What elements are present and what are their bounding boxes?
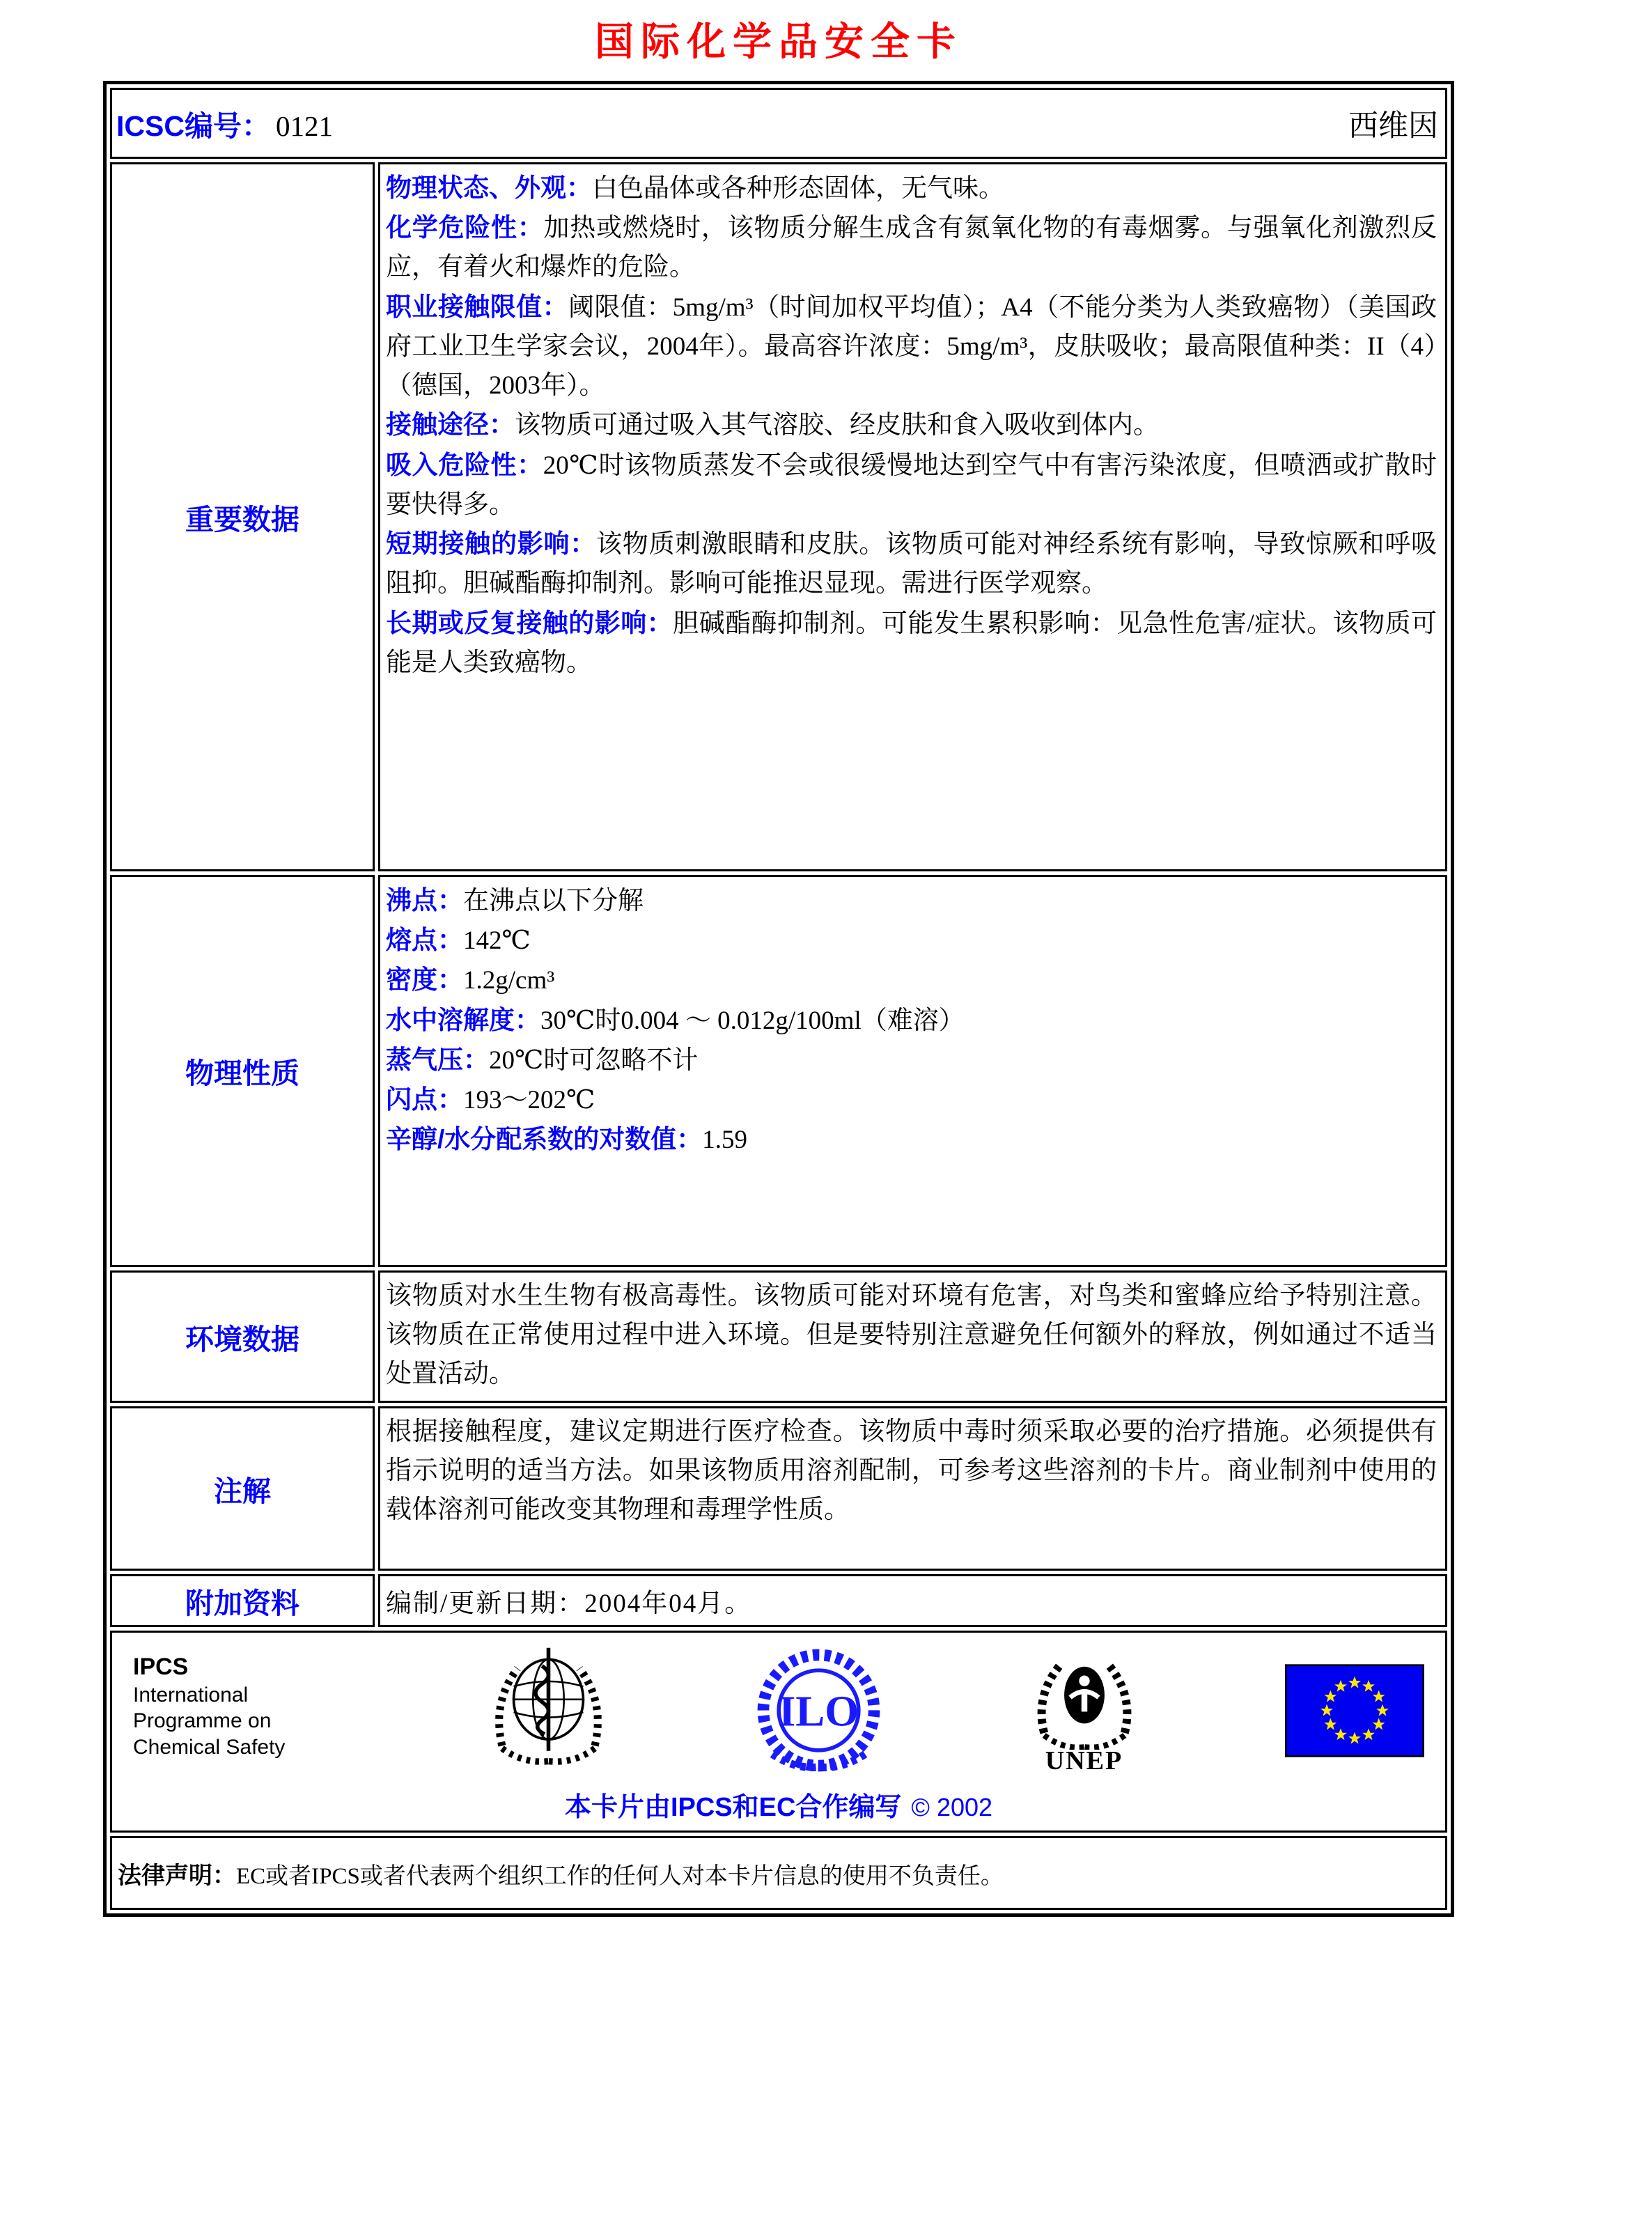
section-label-additional-info: 附加资料 xyxy=(110,1574,375,1627)
field-label: 物理状态、外观： xyxy=(386,173,592,202)
field-text: 在沸点以下分解 xyxy=(463,887,644,915)
ilo-logo-icon xyxy=(754,1646,883,1775)
important-data-row xyxy=(110,162,1447,871)
field-text: 白色晶体或各种形态固体，无气味。 xyxy=(592,174,1004,203)
section-label-physical-properties: 物理性质 xyxy=(110,875,375,1267)
section-label-environmental-data: 环境数据 xyxy=(110,1270,375,1403)
legal-row xyxy=(110,1836,1447,1910)
ipcs-line2: Programme on xyxy=(133,1709,272,1732)
legal-cell xyxy=(110,1836,1447,1910)
field-occupational-limits xyxy=(386,288,1437,406)
physical-properties-row xyxy=(110,875,1447,1267)
field-label: 熔点： xyxy=(386,926,463,955)
field-label: 沸点： xyxy=(386,886,463,915)
icsc-number-value: 0121 xyxy=(275,109,333,142)
field-text: 30℃时0.004 ～ 0.012g/100ml（难溶） xyxy=(540,1006,965,1035)
field-text: 阈限值：5mg/m³（时间加权平均值）；A4（不能分类为人类致癌物）（美国政府工业卫生学家会议，2004年）。最高容许浓度：5mg/m³，皮肤吸收；最高限值种类：II（4）（德国，2003年）。 xyxy=(386,293,1437,401)
credit-line xyxy=(133,1785,1424,1824)
section-label-important-data: 重要数据 xyxy=(110,162,375,871)
field-label: 水中溶解度： xyxy=(386,1005,540,1034)
ipcs-acronym: IPCS xyxy=(133,1654,189,1680)
field-label: 化学危险性： xyxy=(386,213,544,242)
field-text: 该物质可通过吸入其气溶胶、经皮肤和食入吸收到体内。 xyxy=(515,411,1159,440)
field-density xyxy=(386,961,1437,1000)
ipcs-line3: Chemical Safety xyxy=(133,1735,286,1759)
field-label: 蒸气压： xyxy=(386,1045,489,1074)
field-text: 该物质刺激眼睛和皮肤。该物质可能对神经系统有影响，导致惊厥和呼吸阻抑。胆碱酯酶抑制剂。影响可能推迟显现。需进行医学观察。 xyxy=(386,530,1437,598)
field-exposure-routes xyxy=(386,405,1437,445)
environmental-data-content xyxy=(378,1270,1447,1403)
physical-properties-content xyxy=(378,875,1447,1267)
who-logo-icon xyxy=(484,1642,613,1778)
additional-info-text: 编制/更新日期：2004年04月。 xyxy=(386,1589,752,1618)
page-title: 国际化学品安全卡 xyxy=(595,20,963,63)
field-text: 20℃时该物质蒸发不会或很缓慢地达到空气中有害污染浓度，但喷洒或扩散时要快得多。 xyxy=(386,451,1437,519)
field-label: 职业接触限值： xyxy=(386,292,568,321)
additional-info-row xyxy=(110,1574,1447,1627)
notes-row xyxy=(110,1406,1447,1571)
field-label: 闪点： xyxy=(386,1085,463,1114)
field-physical-state xyxy=(386,169,1437,208)
field-chemical-danger xyxy=(386,208,1437,287)
field-text: 1.59 xyxy=(702,1126,748,1155)
field-label: 接触途径： xyxy=(386,410,515,440)
field-label: 吸入危险性： xyxy=(386,450,543,479)
field-text: 142℃ xyxy=(463,926,531,956)
icsc-card-page xyxy=(0,11,1652,2231)
credit-text: 本卡片由IPCS和EC合作编写 xyxy=(564,1793,902,1822)
icsc-card-table xyxy=(103,81,1454,1917)
field-boiling-point xyxy=(386,881,1437,921)
field-octanol-water-coefficient xyxy=(386,1120,1437,1160)
field-label: 短期接触的影响： xyxy=(386,529,596,559)
additional-info-content xyxy=(378,1574,1447,1627)
unep-logo-block xyxy=(1025,1645,1144,1776)
logos-row xyxy=(110,1631,1447,1833)
section-label-notes: 注解 xyxy=(110,1406,375,1571)
ipcs-text-block xyxy=(133,1642,342,1760)
field-text: 193～202℃ xyxy=(463,1086,595,1115)
eu-flag-icon xyxy=(1285,1662,1424,1759)
unep-caption: UNEP xyxy=(1045,1746,1123,1775)
field-text: 加热或燃烧时，该物质分解生成含有氮氧化物的有毒烟雾。与强氧化剂激烈反应，有着火和爆炸的危险。 xyxy=(386,214,1437,282)
ipcs-line1: International xyxy=(133,1683,249,1707)
icsc-number-group xyxy=(116,103,333,144)
field-long-term-effects xyxy=(386,604,1437,683)
copyright-text: © 2002 xyxy=(911,1793,993,1821)
environmental-data-row xyxy=(110,1270,1447,1403)
header-row xyxy=(110,88,1447,159)
header-cell xyxy=(110,88,1447,159)
field-melting-point xyxy=(386,921,1437,961)
legal-label: 法律声明： xyxy=(118,1862,236,1889)
field-label: 辛醇/水分配系数的对数值： xyxy=(386,1125,703,1154)
field-text: 胆碱酯酶抑制剂。可能发生累积影响：见急性危害/症状。该物质可能是人类致癌物。 xyxy=(386,609,1437,677)
unep-logo-icon xyxy=(1025,1645,1144,1750)
logos-cell xyxy=(110,1631,1447,1833)
field-water-solubility xyxy=(386,1001,1437,1041)
field-label: 密度： xyxy=(386,965,463,995)
notes-content xyxy=(378,1406,1447,1571)
field-text: 20℃时可忽略不计 xyxy=(489,1045,699,1075)
svg-text:ILO: ILO xyxy=(778,1686,859,1736)
field-vapor-pressure xyxy=(386,1041,1437,1080)
field-short-term-effects xyxy=(386,524,1437,603)
field-text: 1.2g/cm³ xyxy=(463,966,555,995)
legal-text: EC或者IPCS或者代表两个组织工作的任何人对本卡片信息的使用不负责任。 xyxy=(236,1863,1004,1889)
important-data-content xyxy=(378,162,1447,871)
field-inhalation-risk xyxy=(386,446,1437,524)
field-flash-point xyxy=(386,1080,1437,1120)
icsc-number-label: ICSC编号： xyxy=(116,109,270,142)
environmental-data-text: 该物质对水生生物有极高毒性。该物质可能对环境有危害，对鸟类和蜜蜂应给予特别注意。该物质在正常使用过程中进入环境。但是要特别注意避免任何额外的释放，例如通过不适当处置活动。 xyxy=(386,1282,1437,1389)
chemical-name: 西维因 xyxy=(1348,109,1438,143)
notes-text: 根据接触程度，建议定期进行医疗检查。该物质中毒时须采取必要的治疗措施。必须提供有指示说明的适当方法。如果该物质用溶剂配制，可参考这些溶剂的卡片。商业制剂中使用的载体溶剂可能改变其物理和毒理学性质。 xyxy=(386,1417,1437,1525)
field-label: 长期或反复接触的影响： xyxy=(386,608,673,637)
